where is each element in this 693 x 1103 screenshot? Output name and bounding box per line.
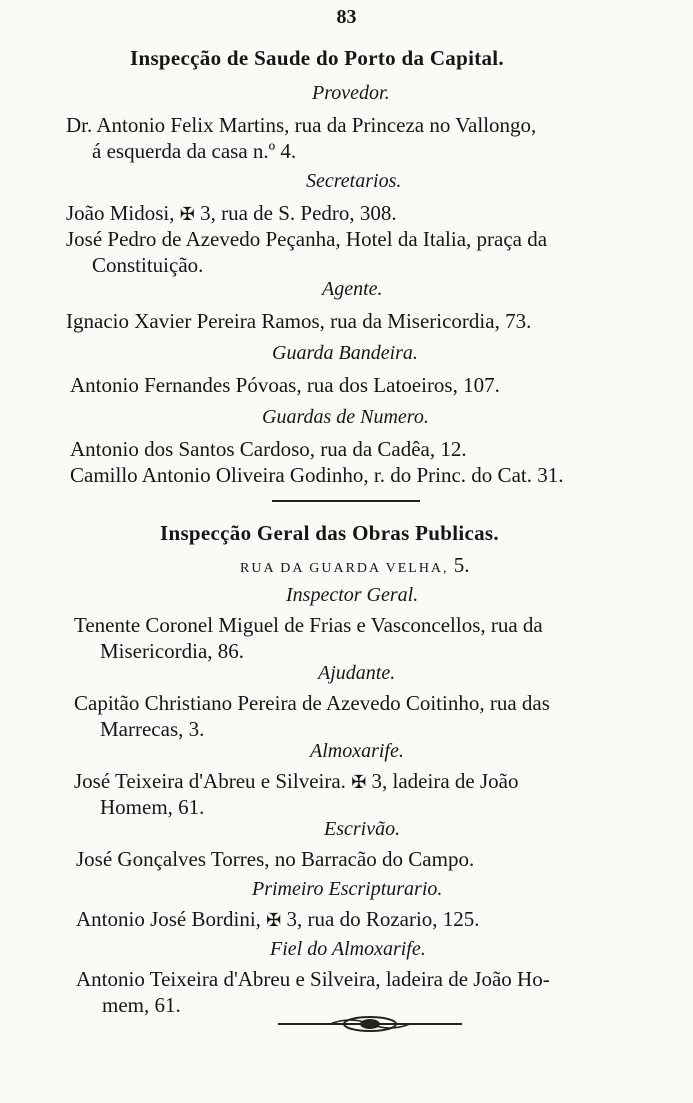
secretario-1-address: 3, rua de S. Pedro, 308. bbox=[200, 201, 397, 225]
entry-ajudante: Capitão Christiano Pereira de Azevedo Coitinho, rua das bbox=[74, 691, 550, 715]
section-title-inspeccao-saude: Inspecção de Saude do Porto da Capital. bbox=[130, 46, 504, 70]
address-number: 5. bbox=[453, 553, 470, 577]
heading-escrivao: Escrivão. bbox=[324, 818, 401, 840]
section-divider bbox=[272, 500, 420, 502]
heading-provedor: Provedor. bbox=[312, 82, 390, 104]
order-cross-icon: ✠ bbox=[179, 204, 195, 224]
entry-almoxarife-cont: Homem, 61. bbox=[100, 795, 205, 819]
entry-guarda-numero-1: Antonio dos Santos Cardoso, rua da Cadêa, 12. bbox=[70, 437, 467, 461]
heading-guardas-numero: Guardas de Numero. bbox=[262, 406, 429, 428]
section-title-obras-publicas: Inspecção Geral das Obras Publicas. bbox=[160, 521, 499, 545]
entry-ajudante-cont: Marrecas, 3. bbox=[100, 717, 205, 741]
entry-agente: Ignacio Xavier Pereira Ramos, rua da Misericordia, 73. bbox=[66, 309, 532, 333]
entry-inspector: Tenente Coronel Miguel de Frias e Vasconcellos, rua da bbox=[74, 613, 543, 637]
heading-inspector-geral: Inspector Geral. bbox=[286, 584, 419, 606]
entry-escripturario bbox=[76, 906, 480, 933]
entry-escrivao: José Gonçalves Torres, no Barracão do Campo. bbox=[76, 847, 475, 871]
entry-fiel-cont: mem, 61. bbox=[102, 993, 181, 1017]
address-street: RUA DA GUARDA VELHA, bbox=[240, 561, 449, 576]
entry-secretario-2: José Pedro de Azevedo Peçanha, Hotel da Italia, praça da bbox=[66, 227, 548, 251]
entry-guarda-bandeira: Antonio Fernandes Póvoas, rua dos Latoeiros, 107. bbox=[70, 373, 500, 397]
almoxarife-address: 3, ladeira de João bbox=[371, 769, 519, 793]
entry-secretario-2-cont: Constituição. bbox=[92, 253, 204, 277]
section-address bbox=[240, 552, 470, 582]
heading-ajudante: Ajudante. bbox=[318, 662, 396, 684]
order-cross-icon: ✠ bbox=[266, 910, 282, 930]
escripturario-name: Antonio José Bordini, bbox=[76, 907, 261, 931]
entry-provedor-cont: á esquerda da casa n.º 4. bbox=[92, 139, 297, 163]
heading-agente: Agente. bbox=[322, 278, 383, 300]
entry-guarda-numero-2: Camillo Antonio Oliveira Godinho, r. do Princ. do Cat. 31. bbox=[70, 463, 564, 487]
heading-secretarios: Secretarios. bbox=[306, 170, 402, 192]
ornament-flourish-icon bbox=[270, 1012, 470, 1036]
secretario-1-name: João Midosi, bbox=[66, 201, 175, 225]
entry-fiel: Antonio Teixeira d'Abreu e Silveira, ladeira de João Ho- bbox=[76, 967, 550, 991]
heading-guarda-bandeira: Guarda Bandeira. bbox=[272, 342, 418, 364]
almoxarife-name: José Teixeira d'Abreu e Silveira. bbox=[74, 769, 346, 793]
heading-almoxarife: Almoxarife. bbox=[310, 740, 404, 762]
order-cross-icon: ✠ bbox=[351, 772, 367, 792]
entry-inspector-cont: Misericordia, 86. bbox=[100, 639, 245, 663]
entry-almoxarife bbox=[74, 768, 518, 795]
heading-fiel-almoxarife: Fiel do Almoxarife. bbox=[270, 938, 426, 960]
entry-provedor: Dr. Antonio Felix Martins, rua da Princeza no Vallongo, bbox=[66, 113, 537, 137]
entry-secretario-1 bbox=[66, 200, 397, 227]
escripturario-address: 3, rua do Rozario, 125. bbox=[286, 907, 480, 931]
heading-primeiro-escripturario: Primeiro Escripturario. bbox=[252, 878, 443, 900]
page-number: 83 bbox=[336, 6, 357, 28]
